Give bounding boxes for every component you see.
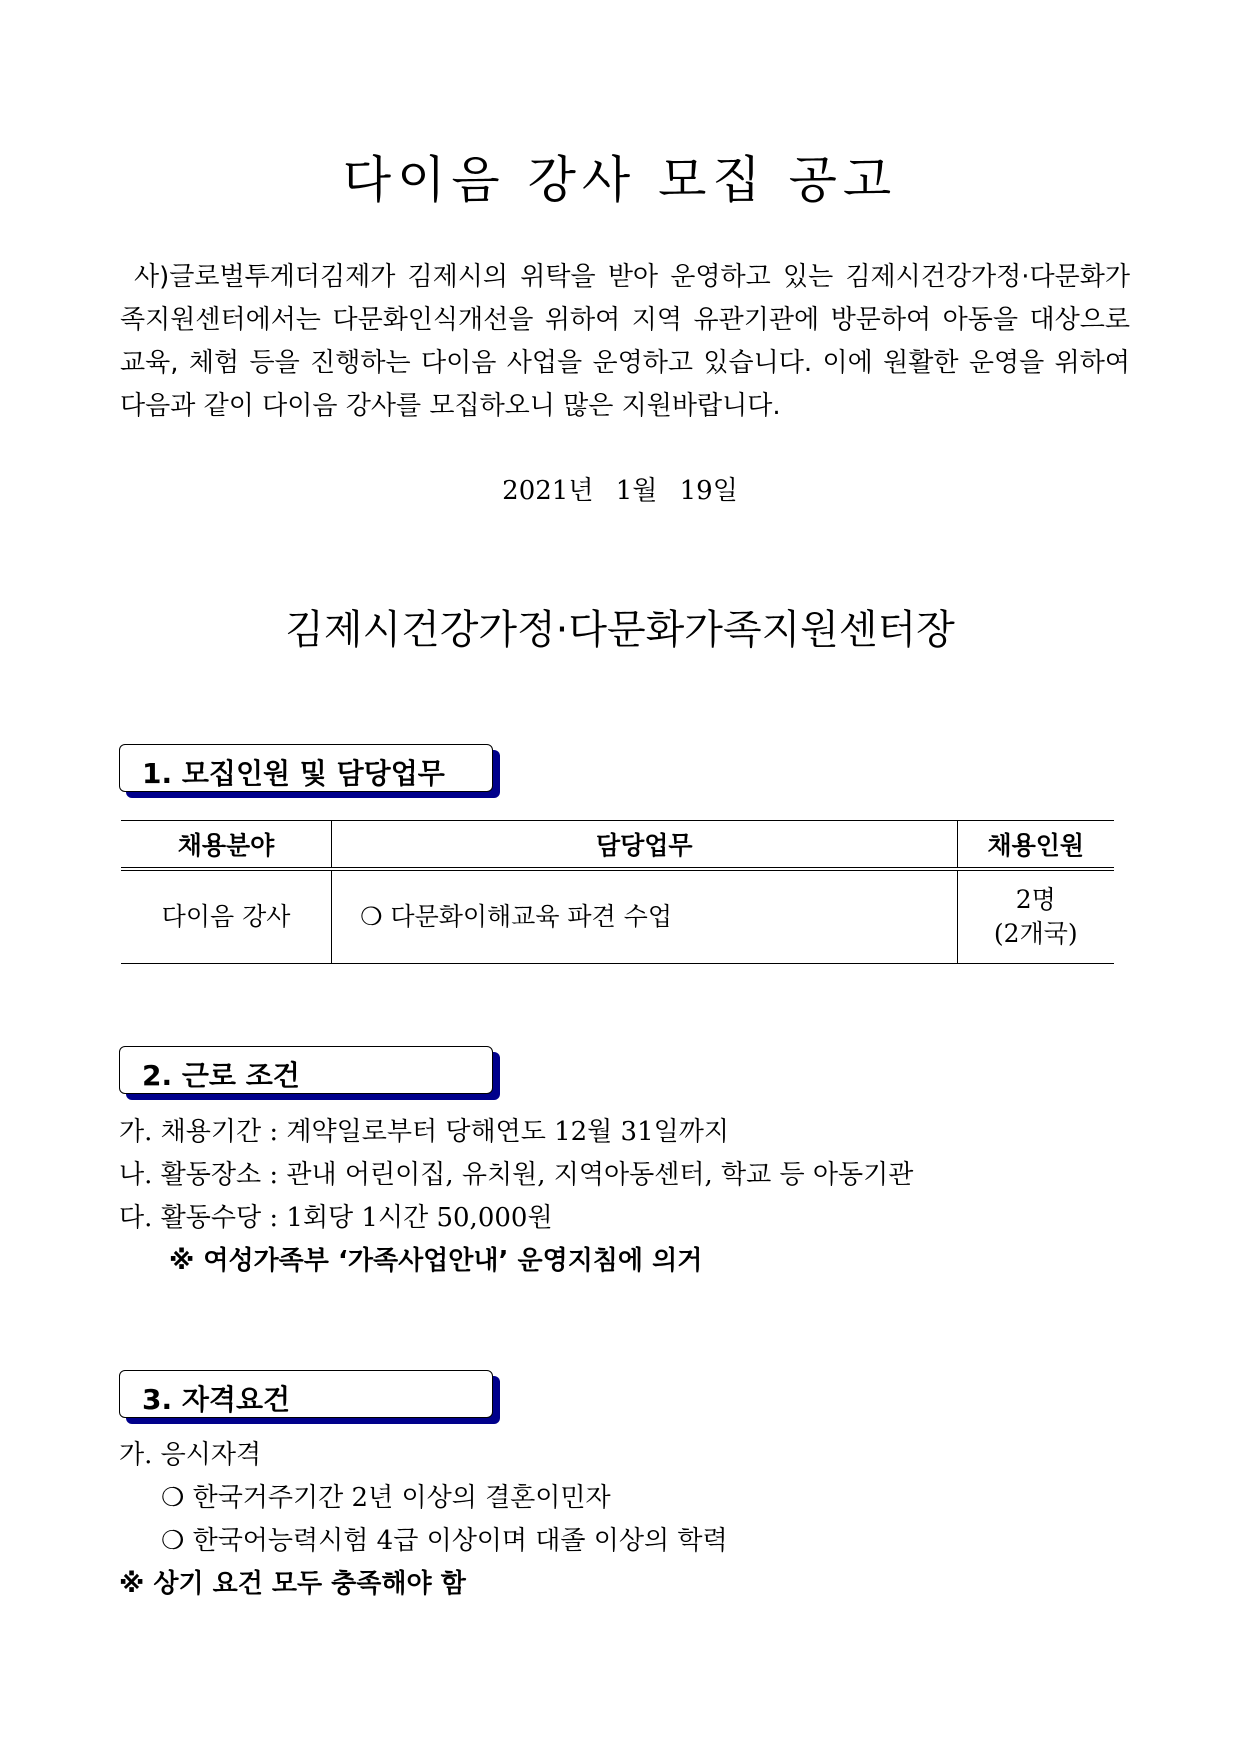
qualification-note: ※ 상기 요건 모두 충족해야 함 [119, 1569, 466, 1599]
list-item: ❍ 한국어능력시험 4급 이상이며 대졸 이상의 학력 [161, 1526, 728, 1556]
header-duty: 담당업무 [332, 821, 957, 870]
list-item: 가. 채용기간 : 계약일로부터 당해연도 12월 31일까지 [119, 1117, 729, 1147]
qualification-subheading: 가. 응시자격 [119, 1440, 262, 1470]
working-conditions-note: ※ 여성가족부 ‘가족사업안내’ 운영지침에 의거 [169, 1246, 703, 1276]
header-field: 채용분야 [121, 821, 332, 870]
cell-field: 다이음 강사 [121, 869, 332, 964]
working-conditions-list [119, 1111, 913, 1283]
organization-name: 김제시건강가정·다문화가족지원센터장 [285, 607, 955, 653]
cell-duty: ❍ 다문화이해교육 파견 수업 [332, 869, 957, 964]
intro-paragraph [120, 256, 1130, 428]
section-2-heading: 2. 근로 조건 [142, 1059, 300, 1092]
section-2-heading-box [119, 1046, 493, 1094]
section-1-heading-box [119, 744, 493, 792]
list-item: 나. 활동장소 : 관내 어린이집, 유치원, 지역아동센터, 학교 등 아동기관 [119, 1160, 914, 1190]
intro-text: 사)글로벌투게더김제가 김제시의 위탁을 받아 운영하고 있는 김제시건강가정·다문화가족지원센터에서는 다문화인식개선을 위하여 지역 유관기관에 방문하여 아동을 대상으로 교육, 체험 등을 진행하는 다이음 사업을 운영하고 있습니다. 이에 원활한 운영을 위하여 다음과 같이 다이음 강사를 모집하오니 많은 지원바랍니다. [120, 262, 1130, 421]
page-title: 다이음 강사 모집 공고 [342, 151, 898, 209]
announcement-date: 2021년 1월 19일 [502, 476, 738, 506]
list-item: ❍ 한국거주기간 2년 이상의 결혼이민자 [161, 1483, 611, 1513]
section-1-heading: 1. 모집인원 및 담당업무 [142, 757, 445, 790]
cell-count-number: 2명 [1015, 885, 1056, 914]
list-item: 다. 활동수당 : 1회당 1시간 50,000원 [119, 1203, 553, 1233]
table-row [121, 869, 1114, 964]
recruitment-table [121, 820, 1114, 964]
section-3-heading: 3. 자격요건 [142, 1383, 291, 1416]
section-3-heading-box [119, 1370, 493, 1418]
header-count: 채용인원 [957, 821, 1114, 870]
cell-count [957, 869, 1114, 964]
table-header-row [121, 821, 1114, 870]
cell-count-countries: (2개국) [993, 919, 1078, 948]
qualification-list [119, 1434, 728, 1606]
